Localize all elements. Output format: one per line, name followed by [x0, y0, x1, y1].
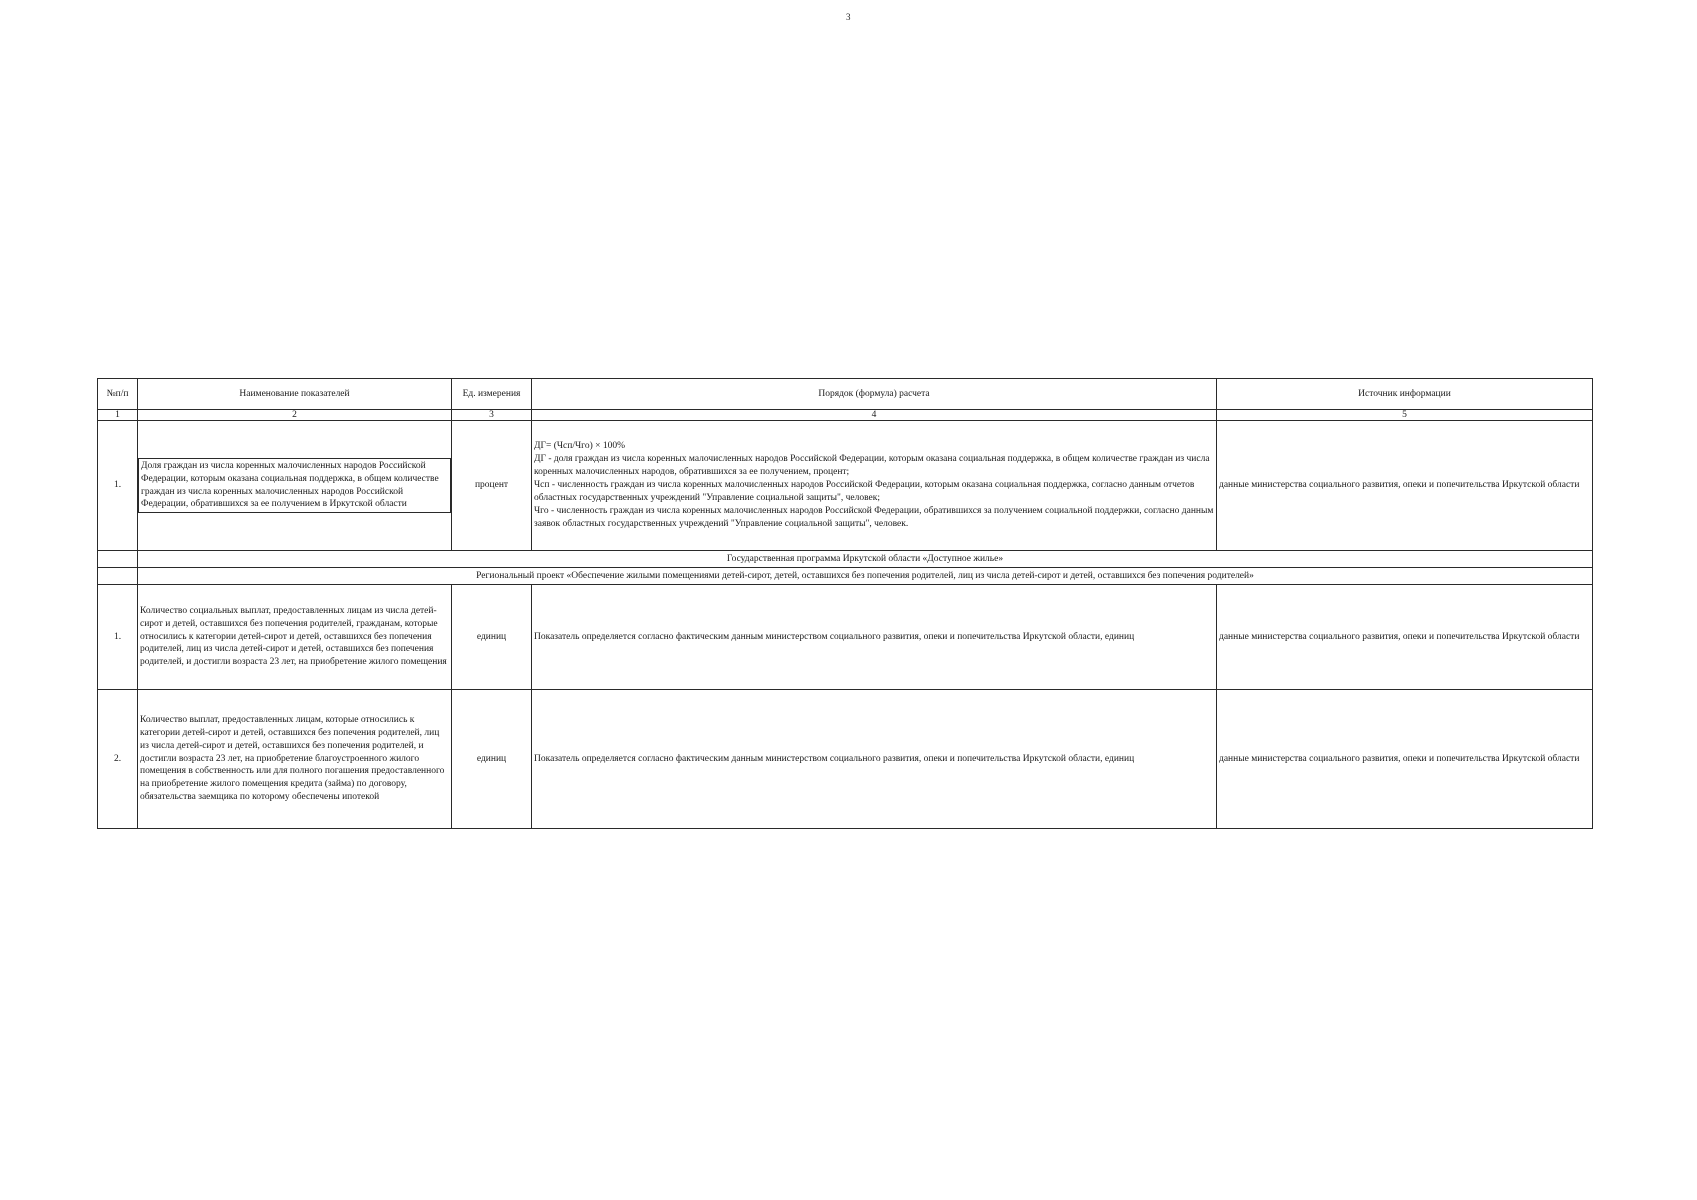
column-number: 2: [138, 410, 452, 421]
header-num: №п/п: [98, 379, 138, 410]
empty-cell: [98, 568, 138, 585]
formula-line: ДГ= (Чсп/Чго) × 100%: [534, 441, 626, 452]
formula-cell: Показатель определяется согласно фактическим данным министерством социального развития, опеки и попечительства Иркутской области, единиц: [532, 585, 1217, 690]
row-number: 1.: [98, 585, 138, 690]
table-row: [98, 421, 1593, 551]
header-unit: Ед. измерения: [452, 379, 532, 410]
table-row: [98, 690, 1593, 829]
unit-cell: единиц: [452, 585, 532, 690]
formula-cell: Показатель определяется согласно фактическим данным министерством социального развития, опеки и попечительства Иркутской области, единиц: [532, 690, 1217, 829]
column-number: 5: [1217, 410, 1593, 421]
table-row: [98, 585, 1593, 690]
indicator-name-text: Доля граждан из числа коренных малочисленных народов Российской Федерации, которым оказана социальная поддержка, в общем количестве граждан из числа коренных малочисленных народов Российской Федерации, обратившихся за ее получением в Иркутской области: [138, 458, 451, 514]
section-program-title: Государственная программа Иркутской области «Доступное жилье»: [138, 551, 1593, 568]
column-number: 4: [532, 410, 1217, 421]
source-cell: данные министерства социального развития, опеки и попечительства Иркутской области: [1217, 585, 1593, 690]
unit-cell: единиц: [452, 690, 532, 829]
empty-cell: [98, 551, 138, 568]
unit-cell: процент: [452, 421, 532, 551]
formula-line: Чго - численность граждан из числа коренных малочисленных народов Российской Федерации, обратившихся за получением социальной поддержки, согласно данным заявок областных государственных учреждений "Управление социальной защиты", человек.: [534, 505, 1214, 529]
source-cell: данные министерства социального развития, опеки и попечительства Иркутской области: [1217, 690, 1593, 829]
indicator-name: Количество социальных выплат, предоставленных лицам из числа детей-сирот и детей, оставшихся без попечения родителей, гражданам, которые относились к категории детей-сирот и детей, оставшихся без попечения родителей, лиц из числа детей-сирот и детей, оставшихся без попечения родителей, и достигли возраста 23 лет, на приобретение жилого помещения: [138, 585, 452, 690]
formula-line: Чсп - численность граждан из числа коренных малочисленных народов Российской Федерации, которым оказана социальная поддержка, согласно данным отчетов областных государственных учреждений "Управление социальной защиты", человек;: [534, 480, 1195, 503]
section-program-row: [98, 551, 1593, 568]
indicator-name: [138, 421, 452, 551]
header-row: [98, 379, 1593, 410]
formula-cell: [532, 421, 1217, 551]
indicator-name: Количество выплат, предоставленных лицам, которые относились к категории детей-сирот и детей, оставшихся без попечения родителей, лиц из числа детей-сирот и детей, оставшихся без попечения родителей, и достигли возраста 23 лет, на приобретение благоустроенного жилого помещения в собственность или для полного погашения предоставленного на приобретение жилого помещения кредита (займа) по договору, обязательства заемщика по которому обеспечены ипотекой: [138, 690, 452, 829]
row-number: 1.: [98, 421, 138, 551]
source-cell: данные министерства социального развития, опеки и попечительства Иркутской области: [1217, 421, 1593, 551]
header-source: Источник информации: [1217, 379, 1593, 410]
formula-line: ДГ - доля граждан из числа коренных малочисленных народов Российской Федерации, которым оказана социальная поддержка, в общем количестве граждан из числа коренных малочисленных народов, обратившихся за ее получением, процент;: [534, 454, 1210, 478]
indicators-table: [97, 378, 1593, 829]
section-project-title: Региональный проект «Обеспечение жилыми помещениями детей-сирот, детей, оставшихся без попечения родителей, лиц из числа детей-сирот и детей, оставшихся без попечения родителей»: [138, 568, 1593, 585]
header-formula: Порядок (формула) расчета: [532, 379, 1217, 410]
section-project-row: [98, 568, 1593, 585]
row-number: 2.: [98, 690, 138, 829]
column-number: 3: [452, 410, 532, 421]
page-number: 3: [846, 12, 851, 22]
column-number: 1: [98, 410, 138, 421]
header-name: Наименование показателей: [138, 379, 452, 410]
column-numbers-row: [98, 410, 1593, 421]
